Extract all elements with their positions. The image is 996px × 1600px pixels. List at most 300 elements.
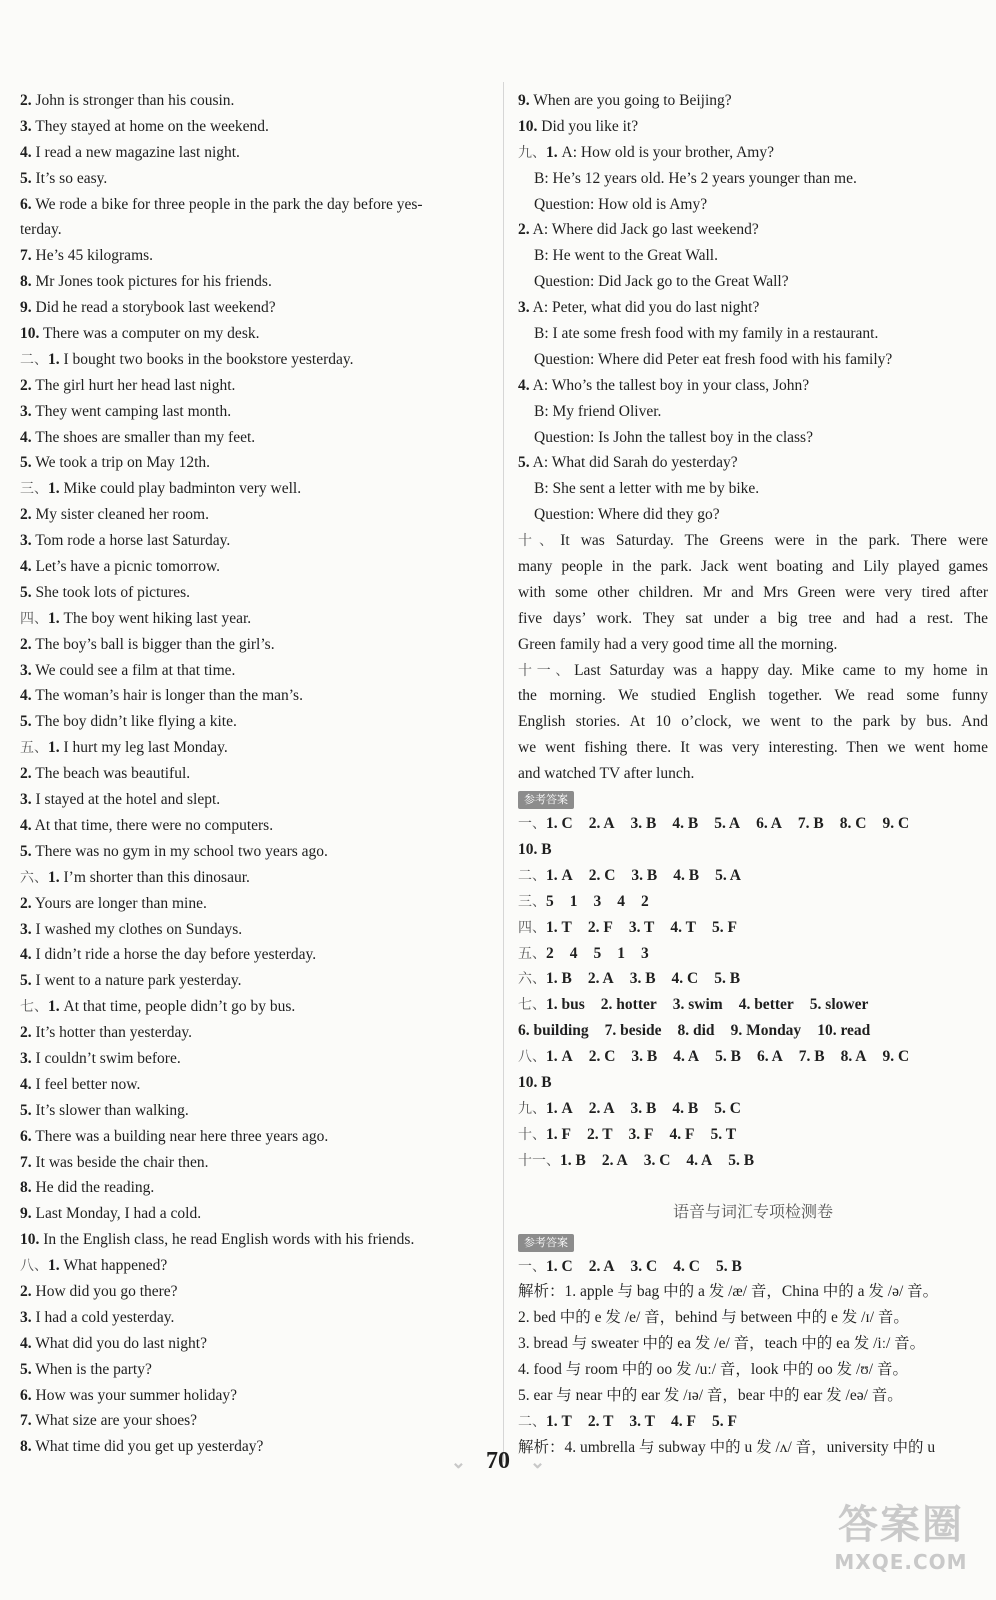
item-number: 1. xyxy=(48,998,60,1016)
answer-line xyxy=(20,114,490,140)
section-marker: 七、 xyxy=(20,999,48,1016)
answer-line xyxy=(20,321,490,347)
answer-item: 5. T xyxy=(710,1125,737,1143)
answer-item: 4. B xyxy=(673,866,700,884)
passage-line xyxy=(518,606,988,632)
item-text: There was a building near here three years ago. xyxy=(31,1127,329,1145)
answer-line xyxy=(20,217,490,243)
page-number-row xyxy=(0,1448,996,1475)
passage-line xyxy=(518,528,988,554)
section-marker: 一、 xyxy=(518,1258,546,1275)
item-number: 9. xyxy=(20,299,32,317)
item-number: 7. xyxy=(20,1412,32,1430)
item-text: There was a computer on my desk. xyxy=(39,325,260,343)
answer-item: 9. C xyxy=(882,1048,910,1066)
answer-item: 2 xyxy=(546,944,554,962)
item-text: The girl hurt her head last night. xyxy=(31,376,236,394)
passage-line xyxy=(518,580,988,606)
passage-line xyxy=(518,761,988,787)
item-text: How did you go there? xyxy=(31,1282,178,1300)
item-text: At that time, people didn’t go by bus. xyxy=(59,998,296,1016)
answer-line xyxy=(20,528,490,554)
answer-item: 1. A xyxy=(546,1099,573,1117)
column-divider xyxy=(503,82,504,1462)
section-marker: 八、 xyxy=(518,1049,546,1066)
item-text: B: He’s 12 years old. He’s 2 years younger than me. xyxy=(534,169,857,187)
section-marker: 三、 xyxy=(20,481,48,498)
answer-item: 2. A xyxy=(588,1099,615,1117)
item-text: We could see a film at that time. xyxy=(31,661,236,679)
item-text: What time did you get up yesterday? xyxy=(31,1438,264,1456)
item-text: The boy didn’t like flying a kite. xyxy=(31,713,237,731)
section-title: 语音与词汇专项检测卷 xyxy=(672,1201,833,1221)
item-text: Tom rode a horse last Saturday. xyxy=(31,532,231,550)
item-number: 4. xyxy=(20,1075,32,1093)
ornament-right-icon: ⌄ xyxy=(530,1452,546,1472)
answer-key-badge-2: 参考答案 xyxy=(518,1234,574,1252)
answer-row xyxy=(518,1122,988,1148)
item-number: 5. xyxy=(20,1101,32,1119)
answer-item: 4 xyxy=(617,892,625,910)
answer-line xyxy=(20,166,490,192)
passage-ten xyxy=(518,528,988,657)
answer-line xyxy=(20,1279,490,1305)
explanation-line: 解析：4. umbrella 与 subway 中的 u 发 /ʌ/ 音，university 中的 u xyxy=(518,1438,936,1456)
answer-line xyxy=(20,1305,490,1331)
explanation-line: 3. bread 与 sweater 中的 ea 发 /e/ 音，teach 中的 ea 发 /iː/ 音。 xyxy=(518,1335,926,1353)
item-text: We rode a bike for three people in the park the day before yes- xyxy=(31,195,423,213)
answer-line xyxy=(20,917,490,943)
answer-line xyxy=(20,243,490,269)
answer-item: 2. T xyxy=(586,1125,613,1143)
answer-item: 1. T xyxy=(546,918,572,936)
left-column xyxy=(20,88,490,1460)
answer-item: 1. C xyxy=(546,815,573,833)
answer-item: 1. A xyxy=(546,866,573,884)
item-number: 3. xyxy=(20,1308,32,1326)
item-text: When is the party? xyxy=(31,1360,152,1378)
answer-line xyxy=(20,709,490,735)
item-text: They stayed at home on the weekend. xyxy=(31,117,269,135)
dialogue-line xyxy=(518,373,988,399)
watermark-url: MXQE.COM xyxy=(834,1550,968,1574)
section-marker: 三、 xyxy=(518,893,546,910)
answer-row xyxy=(518,1018,988,1044)
passage-text: Green family had a very good time all the morning. xyxy=(518,635,838,653)
answer-item: 3. B xyxy=(631,1048,658,1066)
answer-item: 3. T xyxy=(628,918,655,936)
item-text: We took a trip on May 12th. xyxy=(31,454,211,472)
item-text: The shoes are smaller than my feet. xyxy=(31,428,256,446)
answer-line xyxy=(20,88,490,114)
section-marker: 六、 xyxy=(518,971,546,988)
item-number: 4. xyxy=(518,376,530,394)
dialogue-line xyxy=(518,140,988,166)
answer-item: 7. B xyxy=(798,1048,825,1066)
explanation-line: 解析：1. apple 与 bag 中的 a 发 /æ/ 音，China 中的 a 发 /ə/ 音。 xyxy=(518,1283,939,1301)
answer-item: 5. B xyxy=(714,970,741,988)
item-text: I had a cold yesterday. xyxy=(31,1308,175,1326)
answer-line xyxy=(20,450,490,476)
answer-line xyxy=(20,658,490,684)
answer-item: 5 xyxy=(546,892,554,910)
item-number: 4. xyxy=(20,428,32,446)
answer-item: 3. B xyxy=(629,970,656,988)
answer-item: 10. read xyxy=(817,1022,871,1040)
answer-item: 10. B xyxy=(518,1073,552,1091)
dialogue-line xyxy=(518,269,988,295)
answer-row xyxy=(518,1254,988,1280)
section-marker: 十、 xyxy=(518,533,561,550)
explanation-line: 4. food 与 room 中的 oo 发 /uː/ 音，look 中的 oo 发 /ʊ/ 音。 xyxy=(518,1361,908,1379)
answer-item: 10. B xyxy=(518,840,552,858)
answer-line xyxy=(20,1150,490,1176)
dialogue-line xyxy=(518,166,988,192)
item-text: Question: Where did Peter eat fresh food with his family? xyxy=(534,350,893,368)
section-marker: 十、 xyxy=(518,1126,546,1143)
dialogue-line xyxy=(518,295,988,321)
item-number: 8. xyxy=(20,273,32,291)
answer-line xyxy=(20,813,490,839)
answer-line xyxy=(20,140,490,166)
item-text: I washed my clothes on Sundays. xyxy=(31,920,243,938)
dialogue-line xyxy=(518,347,988,373)
item-number: 5. xyxy=(20,454,32,472)
item-number: 3. xyxy=(20,661,32,679)
section-marker: 六、 xyxy=(20,869,48,886)
answer-line xyxy=(20,1020,490,1046)
answer-item: 3. B xyxy=(630,1099,657,1117)
answer-item: 2. A xyxy=(588,1257,615,1275)
item-text: Let’s have a picnic tomorrow. xyxy=(31,558,221,576)
item-number: 7. xyxy=(20,247,32,265)
passage-text: many people in the park. Jack went boating and Lily played games xyxy=(518,558,988,576)
answer-item: 4. A xyxy=(686,1151,713,1169)
answer-line xyxy=(20,1408,490,1434)
answer-line xyxy=(20,942,490,968)
answer-line xyxy=(20,1072,490,1098)
dialogue-line xyxy=(518,243,988,269)
answer-line xyxy=(20,1098,490,1124)
answer-item: 1. A xyxy=(546,1048,573,1066)
item-number: 4. xyxy=(20,1334,32,1352)
item-text: A: How old is your brother, Amy? xyxy=(557,143,774,161)
item-number: 8. xyxy=(20,1179,32,1197)
passage-line xyxy=(518,658,988,684)
item-number: 2. xyxy=(20,1024,32,1042)
section-marker: 八、 xyxy=(20,1258,48,1275)
item-number: 6. xyxy=(20,1386,32,1404)
answer-item: 5. A xyxy=(715,866,741,884)
right-column xyxy=(518,88,988,1461)
answer-line xyxy=(20,399,490,425)
answer-item: 3. B xyxy=(630,815,657,833)
item-text: A: Who’s the tallest boy in your class, John? xyxy=(529,376,810,394)
answer-row xyxy=(518,915,988,941)
answer-item: 1. C xyxy=(546,1257,573,1275)
answer-line xyxy=(20,787,490,813)
answer-item: 4. B xyxy=(672,1099,699,1117)
item-text: How was your summer holiday? xyxy=(31,1386,237,1404)
item-text: It’s slower than walking. xyxy=(31,1101,189,1119)
item-text: Did you like it? xyxy=(537,117,639,135)
item-number: 5. xyxy=(20,713,32,731)
item-text: B: My friend Oliver. xyxy=(534,402,662,420)
answer-item: 4. T xyxy=(670,918,696,936)
answer-item: 8. C xyxy=(839,815,867,833)
answer-item: 1. F xyxy=(546,1125,571,1143)
section-marker: 二、 xyxy=(20,351,48,368)
passage-text: with some other children. Mr and Mrs Green were very tired after xyxy=(518,583,988,601)
answer-key-badge: 参考答案 xyxy=(518,791,574,809)
item-number: 4. xyxy=(20,687,32,705)
item-number: 10. xyxy=(20,325,40,343)
answer-line xyxy=(20,761,490,787)
answer-item: 1 xyxy=(569,892,578,910)
item-text: I feel better now. xyxy=(31,1075,141,1093)
item-number: 2. xyxy=(20,92,32,109)
answer-item: 8. A xyxy=(840,1048,867,1066)
answer-item: 3. swim xyxy=(672,996,723,1014)
answer-item: 4. A xyxy=(673,1048,700,1066)
answer-item: 5. A xyxy=(714,815,741,833)
item-number: 5. xyxy=(20,1360,32,1378)
item-text: I’m shorter than this dinosaur. xyxy=(59,868,250,886)
answer-item: 1. B xyxy=(546,970,572,988)
dialogue-line xyxy=(518,399,988,425)
answer-line xyxy=(20,1124,490,1150)
section-marker: 五、 xyxy=(518,945,546,962)
item-text: I read a new magazine last night. xyxy=(31,143,240,161)
answer-item: 5. B xyxy=(715,1048,741,1066)
item-number: 3. xyxy=(518,299,530,317)
answer-line xyxy=(20,865,490,891)
answer-item: 3. C xyxy=(630,1257,658,1275)
answer-line xyxy=(20,1383,490,1409)
answer-item: 9. Monday xyxy=(730,1022,802,1040)
passage-text: five days’ work. They sat under a big tree and had a rest. The xyxy=(518,609,988,627)
answer-item: 4. F xyxy=(669,1125,695,1143)
answer-item: 8. did xyxy=(677,1022,715,1040)
answer-row xyxy=(518,966,988,992)
page-number: 70 xyxy=(486,1448,510,1474)
answer-line xyxy=(20,425,490,451)
answer-item: 3. B xyxy=(631,866,658,884)
answer-row xyxy=(518,1070,988,1096)
item-number: 5. xyxy=(20,972,32,990)
answer-item: 2. C xyxy=(588,866,616,884)
section-marker: 十一、 xyxy=(518,662,575,679)
item-text: It’s hotter than yesterday. xyxy=(31,1024,193,1042)
answer-item: 6. A xyxy=(756,815,782,833)
item-text: I couldn’t swim before. xyxy=(31,1049,181,1067)
item-text: I went to a nature park yesterday. xyxy=(31,972,242,990)
dialogue-line xyxy=(518,88,988,114)
passage-text: we went fishing there. It was very interesting. Then we went home xyxy=(518,739,988,757)
item-text: Yours are longer than mine. xyxy=(31,894,207,912)
item-text: Mr Jones took pictures for his friends. xyxy=(31,273,272,291)
answer-item: 6. building xyxy=(518,1022,589,1040)
answer-line xyxy=(20,839,490,865)
watermark-logo: 答案圈 xyxy=(838,1502,964,1548)
section-marker: 一、 xyxy=(518,816,546,833)
item-number: 4. xyxy=(20,816,32,834)
section-marker: 七、 xyxy=(518,997,546,1014)
answer-item: 5. C xyxy=(714,1099,741,1117)
item-number: 1. xyxy=(48,739,60,757)
item-text: Question: Where did they go? xyxy=(534,506,720,524)
item-number: 2. xyxy=(20,506,32,524)
item-text: The woman’s hair is longer than the man’s. xyxy=(31,687,303,705)
answer-item: 3 xyxy=(593,892,602,910)
item-text: What size are your shoes? xyxy=(31,1412,198,1430)
answer-item: 2. A xyxy=(587,970,614,988)
passage-line xyxy=(518,683,988,709)
answer-line xyxy=(20,1357,490,1383)
answer-item: 1. T xyxy=(546,1412,572,1430)
item-number: 4. xyxy=(20,143,32,161)
item-number: 2. xyxy=(20,376,32,394)
item-number: 5. xyxy=(20,583,32,601)
item-text: What did you do last night? xyxy=(31,1334,207,1352)
item-number: 1. xyxy=(48,609,60,627)
section-marker: 五、 xyxy=(20,740,48,757)
item-text: Question: Is John the tallest boy in the class? xyxy=(534,428,813,446)
item-number: 2. xyxy=(20,765,32,783)
item-text: I stayed at the hotel and slept. xyxy=(31,791,221,809)
item-text: I bought two books in the bookstore yesterday. xyxy=(59,350,354,368)
item-number: 7. xyxy=(20,1153,32,1171)
answer-item: 2. A xyxy=(588,815,615,833)
answer-line xyxy=(20,994,490,1020)
answer-line xyxy=(20,1227,490,1253)
item-text: My sister cleaned her room. xyxy=(31,506,209,524)
section-marker: 四、 xyxy=(518,919,546,936)
item-text: I didn’t ride a horse the day before yesterday. xyxy=(31,946,317,964)
item-number: 2. xyxy=(20,1282,32,1300)
answer-item: 3 xyxy=(641,944,649,962)
item-text: He’s 45 kilograms. xyxy=(31,247,154,265)
item-number: 3. xyxy=(20,791,32,809)
item-number: 1. xyxy=(546,143,558,161)
answer-item: 5 xyxy=(593,944,602,962)
item-number: 5. xyxy=(20,169,32,187)
answer-line xyxy=(20,295,490,321)
item-number: 6. xyxy=(20,195,32,213)
answer-item: 1. bus xyxy=(546,996,585,1014)
answer-item: 7. beside xyxy=(604,1022,662,1040)
passage-line xyxy=(518,735,988,761)
item-text: B: I ate some fresh food with my family in a restaurant. xyxy=(534,325,879,343)
answer-line xyxy=(20,580,490,606)
section-marker: 十一、 xyxy=(518,1152,560,1169)
answer-line xyxy=(20,502,490,528)
dialogue-line xyxy=(518,450,988,476)
answer-row xyxy=(518,1148,988,1174)
item-text: A: Peter, what did you do last night? xyxy=(529,299,760,317)
item-number: 3. xyxy=(20,402,32,420)
answer-row xyxy=(518,1096,988,1122)
answer-line xyxy=(20,1253,490,1279)
item-number: 10. xyxy=(518,117,538,135)
dialogue-line xyxy=(518,192,988,218)
item-number: 2. xyxy=(20,635,32,653)
item-number: 3. xyxy=(20,1049,32,1067)
passage-text: the morning. We studied English together. We read some funny xyxy=(518,687,988,705)
passage-eleven xyxy=(518,658,988,787)
item-text: Mike could play badminton very well. xyxy=(59,480,302,498)
item-number: 5. xyxy=(20,842,32,860)
answer-item: 5. B xyxy=(728,1151,755,1169)
answer-line xyxy=(20,1046,490,1072)
section-marker: 四、 xyxy=(20,610,48,627)
item-text: There was no gym in my school two years ago. xyxy=(31,842,328,860)
item-text: terday. xyxy=(20,221,62,239)
answer-item: 1. B xyxy=(560,1151,586,1169)
item-text: The boy’s ball is bigger than the girl’s. xyxy=(31,635,275,653)
item-text: At that time, there were no computers. xyxy=(31,816,274,834)
answer-line xyxy=(20,1201,490,1227)
item-text: Question: How old is Amy? xyxy=(534,195,708,213)
item-text: Did he read a storybook last weekend? xyxy=(31,299,276,317)
answer-line xyxy=(20,683,490,709)
answer-line xyxy=(20,373,490,399)
answer-row xyxy=(518,1409,988,1435)
item-number: 1. xyxy=(48,480,60,498)
answer-item: 9. C xyxy=(882,815,910,833)
answer-line xyxy=(20,1331,490,1357)
item-text: The boy went hiking last year. xyxy=(59,609,252,627)
item-text: When are you going to Beijing? xyxy=(529,92,732,109)
answer-item: 2. C xyxy=(588,1048,616,1066)
answer-item: 5. slower xyxy=(809,996,869,1014)
answer-item: 1 xyxy=(617,944,625,962)
answer-item: 3. F xyxy=(628,1125,654,1143)
dialogue-line xyxy=(518,476,988,502)
item-number: 3. xyxy=(20,532,32,550)
explanation-line: 5. ear 与 near 中的 ear 发 /ɪə/ 音，bear 中的 ear 发 /eə/ 音。 xyxy=(518,1386,903,1404)
passage-text: English stories. At 10 o’clock, we went to the park by bus. And xyxy=(518,713,988,731)
dialogue-line xyxy=(518,114,988,140)
answer-line xyxy=(20,1175,490,1201)
answer-line xyxy=(20,968,490,994)
answer-line xyxy=(20,606,490,632)
item-text: I hurt my leg last Monday. xyxy=(59,739,228,757)
item-number: 4. xyxy=(20,558,32,576)
answer-line xyxy=(20,347,490,373)
answer-item: 3. T xyxy=(629,1412,655,1430)
answer-item: 5. F xyxy=(711,918,737,936)
item-number: 6. xyxy=(20,1127,32,1145)
section-marker: 九、 xyxy=(518,1100,546,1117)
item-text: In the English class, he read English words with his friends. xyxy=(39,1231,415,1249)
item-number: 4. xyxy=(20,946,32,964)
item-text: B: He went to the Great Wall. xyxy=(534,247,718,265)
answer-row xyxy=(518,837,988,863)
item-text: They went camping last month. xyxy=(31,402,232,420)
watermark xyxy=(826,1500,976,1586)
answer-line xyxy=(20,891,490,917)
answer-item: 4. better xyxy=(738,996,794,1014)
section-marker: 二、 xyxy=(518,1413,546,1430)
answer-item: 6. A xyxy=(756,1048,783,1066)
answer-row xyxy=(518,863,988,889)
answer-item: 7. B xyxy=(797,815,824,833)
item-number: 10. xyxy=(20,1231,40,1249)
answer-line xyxy=(20,632,490,658)
item-text: John is stronger than his cousin. xyxy=(31,92,235,109)
answer-item: 5. F xyxy=(711,1412,737,1430)
